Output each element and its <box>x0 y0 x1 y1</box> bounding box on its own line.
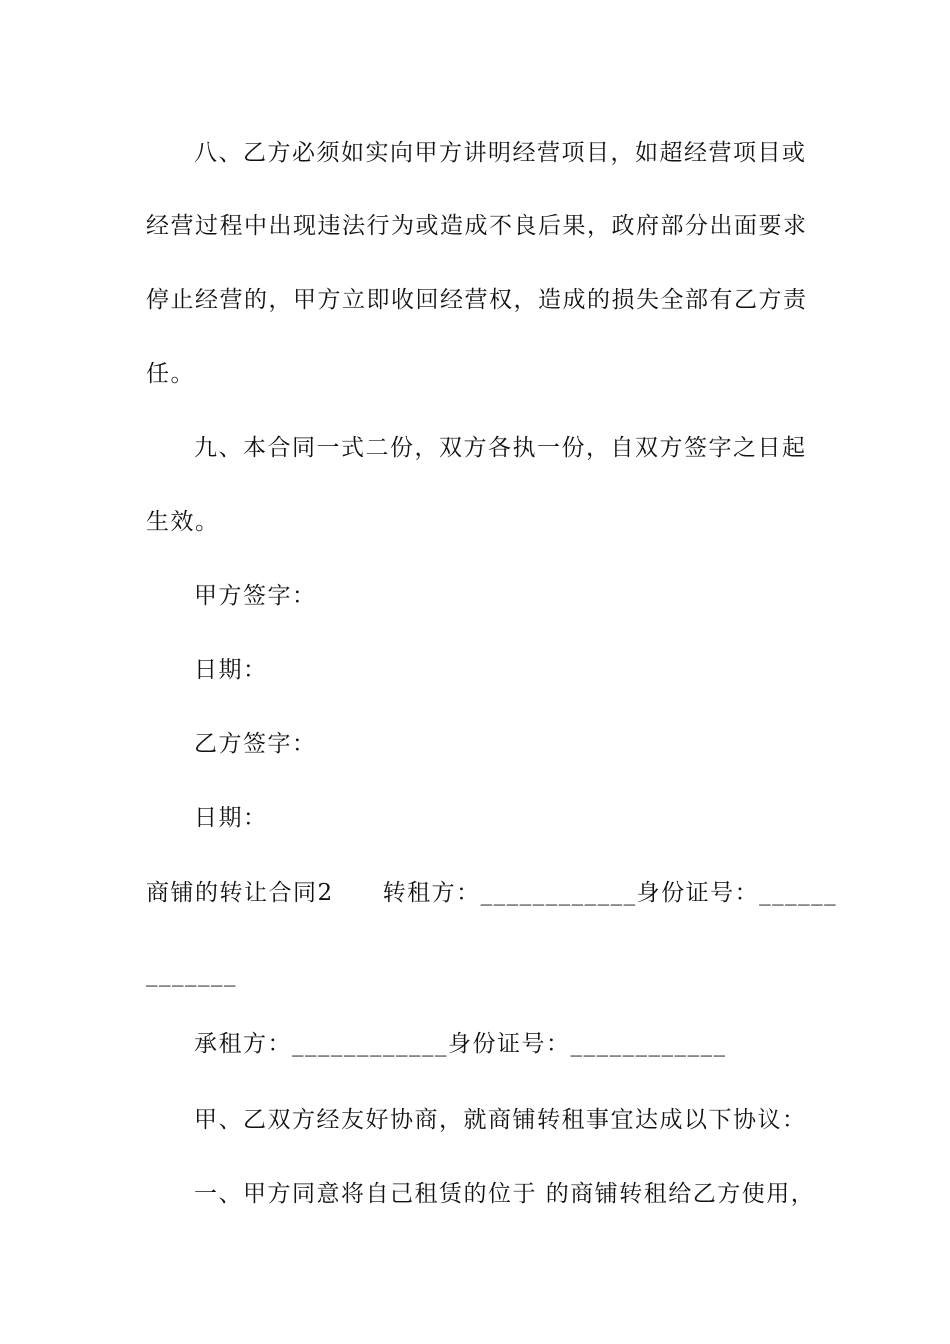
party-a-date-label: 日期： <box>194 657 268 683</box>
clause-8-line-2: 经营过程中出现违法行为或造成不良后果，政府部分出面要求 <box>146 213 808 239</box>
clause-8-line-1: 八、乙方必须如实向甲方讲明经营项目，如超经营项目或 <box>194 140 807 166</box>
agreement-intro-line: 甲、乙双方经友好协商，就商铺转租事宜达成以下协议： <box>194 1107 807 1133</box>
clause-9-line-1: 九、本合同一式二份，双方各执一份，自双方签字之日起 <box>194 435 807 461</box>
party-b-date-label: 日期： <box>194 805 268 831</box>
id-number-blank-continued: _______ <box>146 961 237 987</box>
party-a-signature-label: 甲方签字： <box>194 583 317 609</box>
contract-2-title-line: 商铺的转让合同2 转租方：____________身份证号：______ <box>146 880 838 906</box>
clause-9-line-2: 生效。 <box>146 509 220 535</box>
clause-8-line-3: 停止经营的，甲方立即收回经营权，造成的损失全部有乙方责 <box>146 287 808 313</box>
clause-1-line-1: 一、甲方同意将自己租赁的位于 的商铺转租给乙方使用， <box>194 1181 816 1207</box>
clause-8-line-4: 任。 <box>146 361 195 387</box>
party-b-signature-label: 乙方签字： <box>194 731 317 757</box>
lessee-line: 承租方：____________身份证号：____________ <box>194 1031 727 1057</box>
